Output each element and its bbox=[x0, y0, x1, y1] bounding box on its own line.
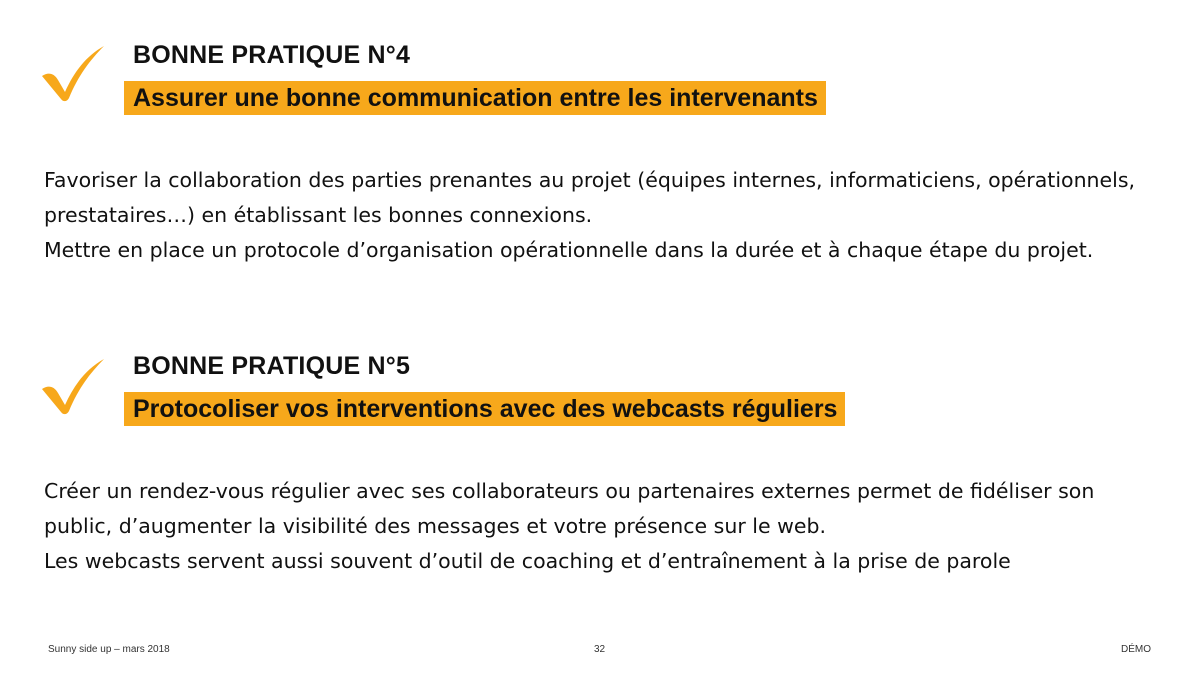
practice-4-paragraph-1: Favoriser la collaboration des parties prenantes au projet (équipes internes, informaticiens, opérationnels, prestataires…) en établissant les bonnes connexions. bbox=[44, 168, 1136, 227]
practice-4-description bbox=[44, 163, 1164, 268]
practice-5-subtitle: Protocoliser vos interventions avec des webcasts réguliers bbox=[124, 392, 845, 426]
page-number: 32 bbox=[594, 644, 606, 655]
practice-4-paragraph-2: Mettre en place un protocole d’organisation opérationnelle dans la durée et à chaque étape du projet. bbox=[44, 238, 1094, 262]
practice-4-subtitle: Assurer une bonne communication entre les intervenants bbox=[124, 81, 826, 115]
practice-5-paragraph-2: Les webcasts servent aussi souvent d’outil de coaching et d’entraînement à la prise de parole bbox=[44, 549, 1011, 573]
checkmark-icon bbox=[38, 355, 108, 415]
practice-4-title: BONNE PRATIQUE N°4 bbox=[133, 41, 411, 69]
practice-5-paragraph-1: Créer un rendez-vous régulier avec ses collaborateurs ou partenaires externes permet de fidéliser son public, d’augmenter la visibilité des messages et votre présence sur le web. bbox=[44, 479, 1095, 538]
footer-left-text: Sunny side up – mars 2018 bbox=[48, 644, 170, 655]
checkmark-icon bbox=[38, 42, 108, 102]
practice-5-title: BONNE PRATIQUE N°5 bbox=[133, 352, 411, 380]
practice-5-description bbox=[44, 474, 1164, 579]
footer-right-text: DÉMO bbox=[1121, 644, 1151, 655]
